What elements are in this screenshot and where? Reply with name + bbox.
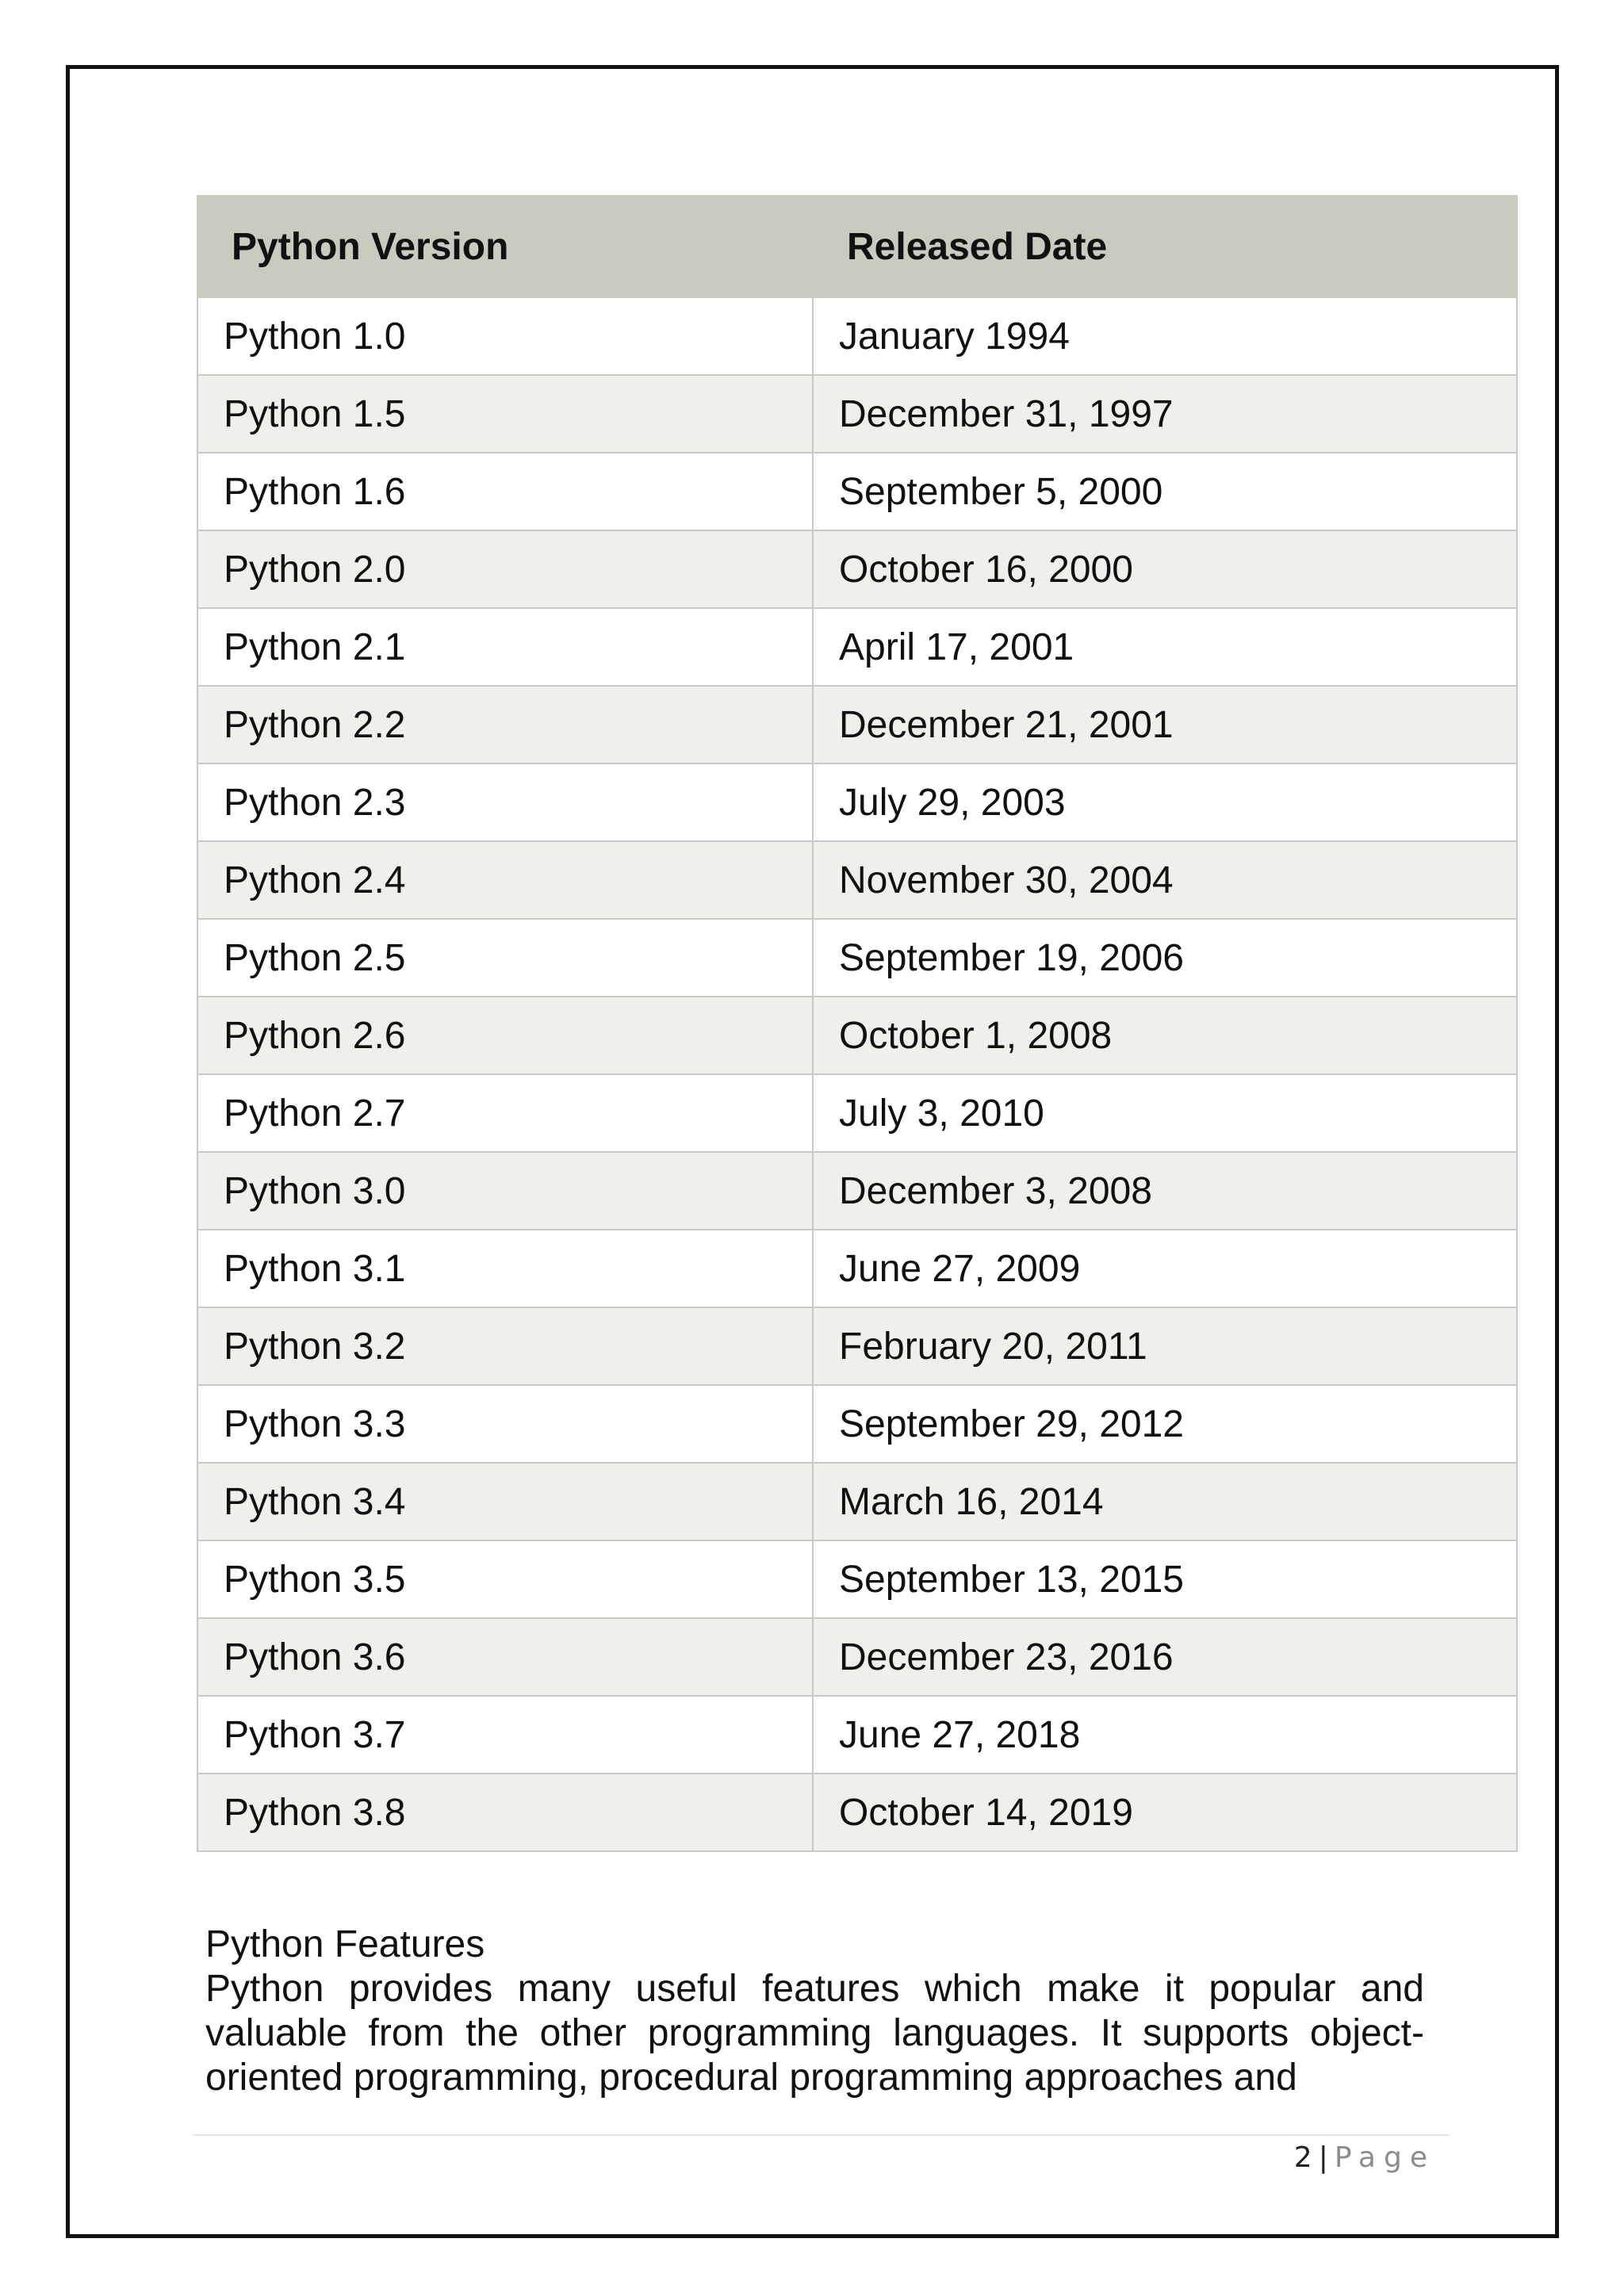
table-body [197, 297, 1517, 1851]
cell-python-version: Python 3.6 [197, 1618, 813, 1696]
table-row [197, 1774, 1517, 1851]
cell-python-version: Python 2.6 [197, 997, 813, 1074]
page-footer [1294, 2138, 1435, 2178]
footer-separator: | [1318, 2141, 1328, 2174]
cell-released-date: December 21, 2001 [813, 686, 1517, 763]
header-python-version: Python Version [197, 196, 813, 297]
table-row [197, 1307, 1517, 1385]
table-row [197, 1696, 1517, 1774]
cell-python-version: Python 3.1 [197, 1230, 813, 1307]
features-heading: Python Features [205, 1923, 485, 1965]
table-row [197, 841, 1517, 919]
cell-released-date: November 30, 2004 [813, 841, 1517, 919]
cell-released-date: September 19, 2006 [813, 919, 1517, 997]
cell-released-date: July 29, 2003 [813, 763, 1517, 841]
cell-released-date: September 13, 2015 [813, 1540, 1517, 1618]
cell-python-version: Python 2.7 [197, 1074, 813, 1152]
footer-divider [193, 2134, 1449, 2136]
cell-released-date: March 16, 2014 [813, 1463, 1517, 1540]
cell-python-version: Python 1.0 [197, 297, 813, 375]
cell-python-version: Python 2.4 [197, 841, 813, 919]
cell-python-version: Python 3.5 [197, 1540, 813, 1618]
table-row [197, 530, 1517, 608]
header-released-date: Released Date [813, 196, 1517, 297]
cell-python-version: Python 3.3 [197, 1385, 813, 1463]
cell-released-date: June 27, 2018 [813, 1696, 1517, 1774]
cell-python-version: Python 3.8 [197, 1774, 813, 1851]
features-paragraph: Python provides many useful features which make it popular and valuable from the other programming languages. It supports object-oriented programming, procedural programming approaches and [205, 1968, 1424, 2099]
cell-released-date: February 20, 2011 [813, 1307, 1517, 1385]
python-versions-table [197, 195, 1518, 1852]
table-row [197, 453, 1517, 530]
cell-released-date: October 16, 2000 [813, 530, 1517, 608]
cell-released-date: January 1994 [813, 297, 1517, 375]
table-row [197, 1540, 1517, 1618]
table-row [197, 919, 1517, 997]
cell-released-date: December 31, 1997 [813, 375, 1517, 453]
page-label: Page [1334, 2141, 1435, 2174]
table-row [197, 1230, 1517, 1307]
cell-python-version: Python 2.1 [197, 608, 813, 686]
cell-released-date: October 14, 2019 [813, 1774, 1517, 1851]
table-row [197, 608, 1517, 686]
cell-python-version: Python 3.0 [197, 1152, 813, 1230]
cell-python-version: Python 1.5 [197, 375, 813, 453]
cell-released-date: April 17, 2001 [813, 608, 1517, 686]
table-row [197, 1463, 1517, 1540]
table-row [197, 997, 1517, 1074]
cell-python-version: Python 2.0 [197, 530, 813, 608]
table-row [197, 686, 1517, 763]
cell-released-date: December 23, 2016 [813, 1618, 1517, 1696]
table-row [197, 1074, 1517, 1152]
cell-python-version: Python 3.4 [197, 1463, 813, 1540]
cell-released-date: June 27, 2009 [813, 1230, 1517, 1307]
table-header-row [197, 196, 1517, 297]
table-row [197, 1385, 1517, 1463]
table-row [197, 763, 1517, 841]
cell-python-version: Python 2.5 [197, 919, 813, 997]
cell-python-version: Python 3.7 [197, 1696, 813, 1774]
cell-python-version: Python 2.3 [197, 763, 813, 841]
cell-python-version: Python 1.6 [197, 453, 813, 530]
table-row [197, 1618, 1517, 1696]
cell-released-date: October 1, 2008 [813, 997, 1517, 1074]
page-number: 2 [1293, 2141, 1312, 2174]
features-section [205, 1923, 1424, 2100]
table-row [197, 375, 1517, 453]
cell-released-date: December 3, 2008 [813, 1152, 1517, 1230]
table-row [197, 1152, 1517, 1230]
cell-python-version: Python 3.2 [197, 1307, 813, 1385]
cell-python-version: Python 2.2 [197, 686, 813, 763]
table-row [197, 297, 1517, 375]
cell-released-date: September 29, 2012 [813, 1385, 1517, 1463]
cell-released-date: September 5, 2000 [813, 453, 1517, 530]
cell-released-date: July 3, 2010 [813, 1074, 1517, 1152]
